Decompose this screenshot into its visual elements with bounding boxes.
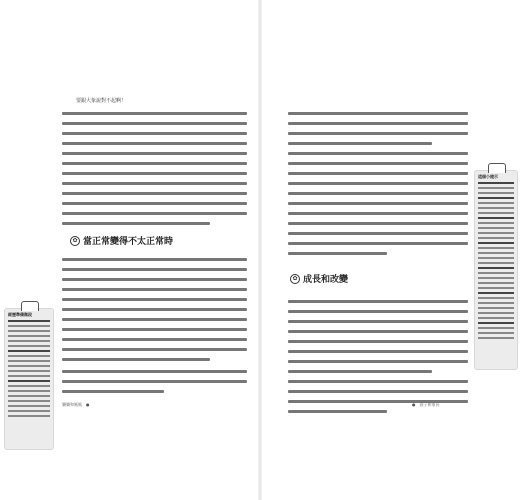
left-section-heading: ✿ 當正常變得不太正常時 bbox=[70, 234, 173, 247]
opening-quote: 要跟大象說對不起啊！ bbox=[76, 98, 127, 104]
left-body-paragraph-3 bbox=[62, 370, 247, 400]
left-body-paragraph-2 bbox=[62, 258, 247, 368]
section-marker-icon: ✿ bbox=[70, 236, 80, 246]
right-body-paragraph-2 bbox=[288, 300, 468, 420]
right-body-paragraph-1 bbox=[288, 112, 468, 262]
binder-clip-icon bbox=[488, 163, 506, 173]
left-page bbox=[0, 0, 258, 500]
right-page bbox=[262, 0, 520, 500]
left-sidenote-box: 經歷準備階段 bbox=[4, 308, 54, 450]
right-section-heading: ✿ 成長和改變 bbox=[290, 272, 348, 285]
left-page-footer: 樂樂和媽媽 ● bbox=[62, 402, 90, 407]
section-marker-icon: ✿ bbox=[290, 274, 300, 284]
left-body-paragraph-1 bbox=[62, 112, 247, 232]
right-sidenote-box: 這個小提示 bbox=[474, 170, 518, 370]
binder-clip-icon bbox=[21, 301, 39, 311]
right-page-footer: ● 孩子和家長 bbox=[412, 402, 440, 407]
